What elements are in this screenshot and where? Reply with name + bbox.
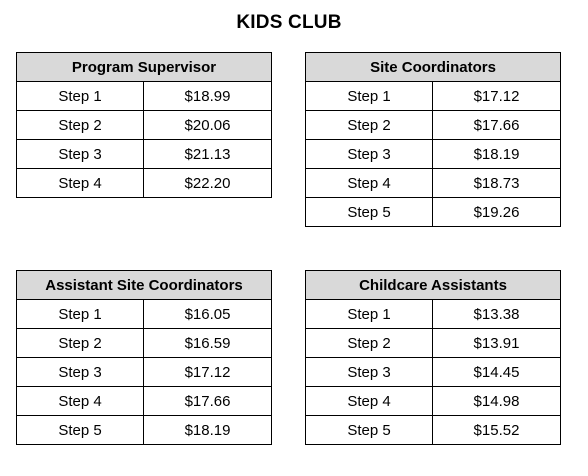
table-body [306,300,561,445]
step-cell: Step 2 [306,329,433,358]
rate-cell: $14.45 [433,358,561,387]
table-row [17,387,272,416]
rate-cell: $17.12 [144,358,272,387]
table-row [306,111,561,140]
table-heading: Program Supervisor [17,53,272,82]
rate-cell: $15.52 [433,416,561,445]
table-body [17,300,272,445]
step-cell: Step 4 [17,169,144,198]
table-row [306,387,561,416]
table-row [306,82,561,111]
step-cell: Step 3 [17,140,144,169]
rate-cell: $21.13 [144,140,272,169]
step-cell: Step 2 [17,111,144,140]
site-coordinators-table [305,52,561,227]
rate-cell: $18.19 [433,140,561,169]
step-cell: Step 2 [306,111,433,140]
rate-cell: $20.06 [144,111,272,140]
table-row [17,416,272,445]
rate-cell: $14.98 [433,387,561,416]
step-cell: Step 2 [17,329,144,358]
step-cell: Step 1 [306,82,433,111]
step-cell: Step 3 [306,140,433,169]
table-heading: Assistant Site Coordinators [17,271,272,300]
table-body [17,82,272,198]
rate-cell: $18.73 [433,169,561,198]
step-cell: Step 1 [17,300,144,329]
rate-cell: $17.66 [433,111,561,140]
assistant-site-coordinators-table [16,270,272,445]
step-cell: Step 3 [306,358,433,387]
rate-cell: $22.20 [144,169,272,198]
table-header-row [306,53,561,82]
step-cell: Step 3 [17,358,144,387]
table-row [306,329,561,358]
table-header-row [17,53,272,82]
table-row [17,358,272,387]
page-title: KIDS CLUB [236,12,342,33]
table-row [306,198,561,227]
table-heading: Site Coordinators [306,53,561,82]
table-row [306,169,561,198]
rate-cell: $17.66 [144,387,272,416]
table-row [306,300,561,329]
rate-cell: $16.59 [144,329,272,358]
step-cell: Step 1 [306,300,433,329]
rate-cell: $17.12 [433,82,561,111]
rate-cell: $19.26 [433,198,561,227]
step-cell: Step 1 [17,82,144,111]
rate-cell: $13.38 [433,300,561,329]
program-supervisor-table [16,52,272,198]
step-cell: Step 5 [17,416,144,445]
rate-cell: $18.99 [144,82,272,111]
table-heading: Childcare Assistants [306,271,561,300]
table-body [306,82,561,227]
rate-cell: $16.05 [144,300,272,329]
table-row [17,329,272,358]
step-cell: Step 5 [306,198,433,227]
table-row [17,300,272,329]
rate-cell: $18.19 [144,416,272,445]
step-cell: Step 4 [17,387,144,416]
childcare-assistants-table [305,270,561,445]
table-header-row [306,271,561,300]
rate-cell: $13.91 [433,329,561,358]
step-cell: Step 4 [306,387,433,416]
step-cell: Step 5 [306,416,433,445]
step-cell: Step 4 [306,169,433,198]
table-row [17,169,272,198]
table-header-row [17,271,272,300]
table-row [17,111,272,140]
table-row [306,416,561,445]
table-row [17,140,272,169]
table-row [17,82,272,111]
table-row [306,140,561,169]
table-row [306,358,561,387]
